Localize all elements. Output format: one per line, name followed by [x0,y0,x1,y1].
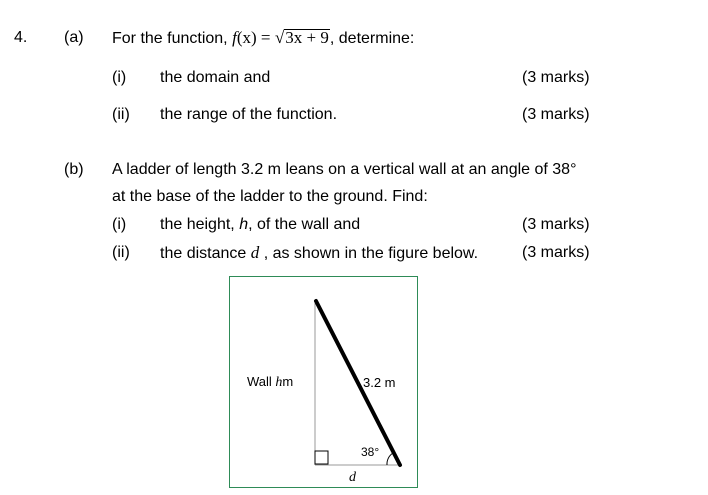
ladder-length-label: 3.2 m [363,375,396,390]
part-a-item-2-text: the range of the function. [160,106,338,123]
part-b-line-1: A ladder of length 3.2 m leans on a vertical wall at an angle of 38° [112,161,577,178]
part-b-item-1-marks: (3 marks) [522,216,590,233]
angle-arc [387,453,393,465]
base-distance-label: d [349,470,356,485]
part-a-item-2-marks: (3 marks) [522,106,590,123]
part-a-stem-prefix: For the function, [112,30,228,47]
part-a-item-1-marks: (3 marks) [522,69,590,86]
radicand: 3x + 9 [285,28,329,47]
part-a-item-1-roman: (i) [112,69,127,86]
wall-height-var: h [275,375,283,390]
part-b-item-1-roman: (i) [112,216,127,233]
part-b-item-2-text-after: , as shown in the figure below. [263,245,479,262]
ladder-figure [229,276,418,488]
wall-unit: m [282,374,294,389]
sqrt-symbol: √ [274,28,285,47]
part-b-line-2: at the base of the ladder to the ground. Find: [112,188,428,205]
height-variable: h [239,216,249,233]
right-angle-marker [315,451,328,464]
part-b-label: (b) [64,161,84,178]
part-b-item-2-text-before: the distance [160,245,247,262]
part-b-item-2-roman: (ii) [112,244,130,261]
wall-label-text: Wall [247,374,272,389]
function-arg: (x) = [236,28,271,47]
angle-label: 38° [361,445,380,459]
part-a-stem-suffix: , determine: [329,30,415,47]
question-number: 4. [14,29,28,46]
part-b-item-1-text [160,215,360,235]
part-b-item-1-text-after: , of the wall and [248,216,361,233]
distance-variable: d [250,243,260,262]
part-b-item-2-marks: (3 marks) [522,244,590,261]
wall-label [247,374,293,391]
part-a-item-2-roman: (ii) [112,106,130,123]
part-b-item-2-text [160,243,478,264]
part-a-stem [112,28,414,49]
part-a-label: (a) [64,29,84,46]
function-name: f [232,28,237,47]
part-b-item-1-text-before: the height, [160,216,235,233]
part-a-item-1-text: the domain and [160,69,271,86]
